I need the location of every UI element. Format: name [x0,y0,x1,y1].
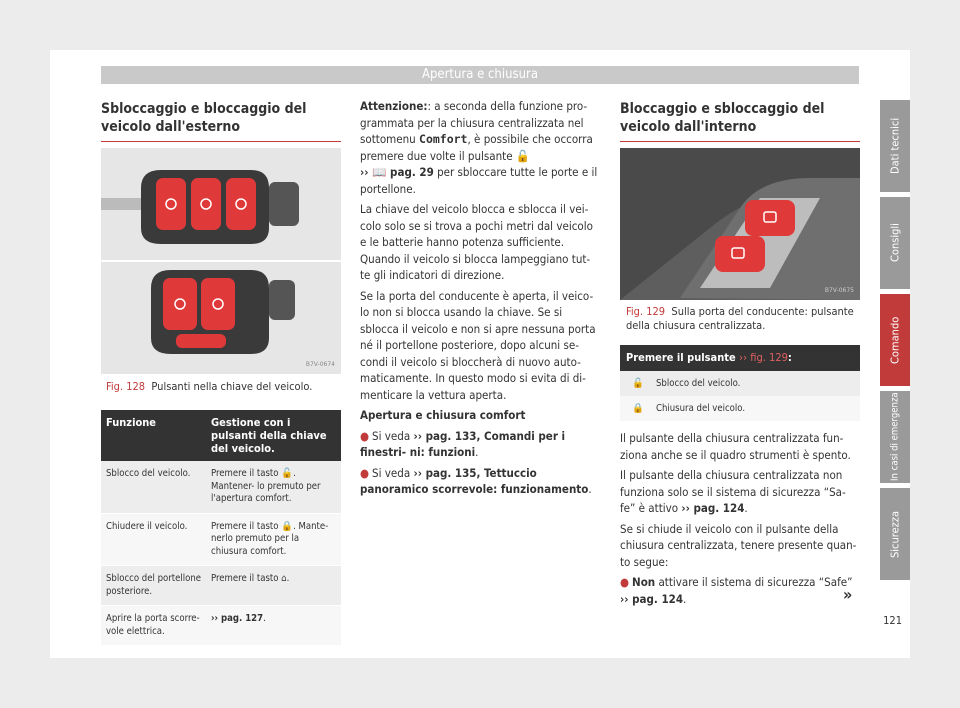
side-tab-comando[interactable]: Comando [880,294,910,386]
left-column [101,100,341,142]
table-row [101,606,341,646]
figure-caption-text: Pulsanti nella chiave del veicolo. [151,380,313,393]
lock-icon: 🔒 [632,403,644,414]
table-cell-usage: Premere il tasto 🔒. Mante- nerlo premuto per la chiusura comfort. [206,513,341,566]
legend-label: Chiusura del veicolo. [656,403,746,414]
figure-ref-link[interactable]: ›› fig. 129 [739,351,788,364]
figure-number: Fig. 128 [106,380,146,393]
unlock-icon: 🔓 [281,468,294,479]
figure-number: Fig. 129 [626,305,666,318]
figure-caption-text: Sulla porta del conducente: pulsante della chiusura centralizzata. [626,305,854,332]
figure-caption [626,305,858,333]
figure-code: B7V-0674 [305,361,335,368]
lock-icon: 🔓 [515,148,531,163]
paragraph: Attenzione:: a seconda della funzione pro- grammata per la chiusura centralizzata nel sottomenu Comfort, è possibile che occorra premere due volte il pulsante 🔓 ›› 📖 pag. 29 per sbloccare tutte le porte e il portellone. [360,99,598,196]
table-header-function: Funzione [101,410,206,461]
subheading: Apertura e chiusura comfort [360,408,526,422]
page-number: 121 [883,614,902,627]
section-heading: Bloccaggio e sbloccaggio del veicolo dall'interno [620,101,825,135]
menu-name: Comfort [419,132,468,146]
legend-row [620,396,860,421]
paragraph: Se la porta del conducente è aperta, il veico- lo non si blocca usando la chiave. Se si sblocca il veicolo e non si apre nessuna porta né il portellone posteriore, dopo alcuni se- condi il veicolo si bloccherà di nuovo auto- maticamente. In questo modo si evita di di- menticare la vettura aperta. [360,288,596,402]
legend-title: Premere il pulsante ›› fig. 129: [620,345,860,371]
book-icon: 📖 [372,165,387,179]
page-ref-link[interactable]: pag. 29 [386,165,434,179]
paragraph: La chiave del veicolo blocca e sblocca il vei- colo solo se si trova a pochi metri dal veicolo e le batterie hanno potenza sufficiente. Quando il veicolo si blocca lampeggiano tut- te gli indicatori di direzione. [360,202,593,282]
right-column-text [620,430,860,611]
figure-code: B7V-0675 [824,287,854,294]
table-cell-usage: Premere il tasto 🔓. Mantener- lo premuto per l'apertura comfort. [206,461,341,513]
table-cell-usage: ›› pag. 127. [206,606,341,646]
table-row [101,566,341,606]
legend-row [620,371,860,396]
heading-rule [101,141,341,142]
table-cell-function: Aprire la porta scorre- vole elettrica. [101,606,206,646]
car-key-illustration [101,148,341,374]
side-tab-sicurezza[interactable]: Sicurezza [880,488,910,580]
table-cell-function: Sblocco del portellone posteriore. [101,566,206,606]
table-cell-function: Sblocco del veicolo. [101,461,206,513]
table-row [101,513,341,566]
table-row [101,461,341,513]
unlock-icon: 🔓 [632,378,644,389]
lock-icon: 🔒 [281,520,294,532]
page-ref-link[interactable]: ›› pag. 124 [620,591,684,606]
trunk-icon: ⌂ [281,573,287,584]
key-figure-image [101,148,341,374]
paragraph: Il pulsante della chiusura centralizzata non funziona solo se il sistema di sicurezza “Sa- fe” è attivo ›› pag. 124. [620,468,846,515]
middle-column [360,98,602,502]
page-ref-link[interactable]: ›› pag. 127 [211,613,264,624]
door-button-illustration [620,148,860,300]
table-cell-function: Chiudere il veicolo. [101,513,206,566]
table-cell-usage: Premere il tasto ⌂. [206,566,341,606]
page-ref-link[interactable]: ›› pag. 135, Tettuccio panoramico scorrevole: funzionamento [360,465,589,496]
door-figure-image [620,148,860,300]
table-header-usage: Gestione con i pulsanti della chiave del veicolo. [206,410,341,461]
page-ref-link[interactable]: ›› pag. 124 [681,501,745,515]
paragraph: Il pulsante della chiusura centralizzata fun- ziona anche se il quadro strumenti è spento. [620,431,851,462]
function-table [101,410,341,646]
side-tab-consigli[interactable]: Consigli [880,197,910,289]
running-header: Apertura e chiusura [101,66,859,84]
list-item: ● Si veda ›› pag. 133, Comandi per i finestri- ni: funzioni. [360,428,566,459]
figure-caption [106,380,341,394]
list-item: ● Non attivare il sistema di sicurezza “Safe” ›› pag. 124. [620,575,853,606]
heading-rule [620,141,860,142]
paragraph: Se si chiude il veicolo con il pulsante della chiusura centralizzata, tenere presente quan- to segue: [620,521,857,569]
right-column-heading-block [620,100,860,142]
continue-marker: » [843,585,853,604]
legend-label: Sblocco del veicolo. [656,378,741,389]
side-tab-emergenza[interactable]: In casi di emergenza [880,391,910,483]
side-tab-dati-tecnici[interactable]: Dati tecnici [880,100,910,192]
page-ref-link[interactable]: ›› pag. 133, Comandi per i finestri- ni: funzioni [360,428,566,459]
button-legend-box [620,345,860,421]
section-heading: Sbloccaggio e bloccaggio del veicolo dall'esterno [101,101,307,135]
list-item: ● Si veda ›› pag. 135, Tettuccio panoramico scorrevole: funzionamento. [360,465,592,496]
